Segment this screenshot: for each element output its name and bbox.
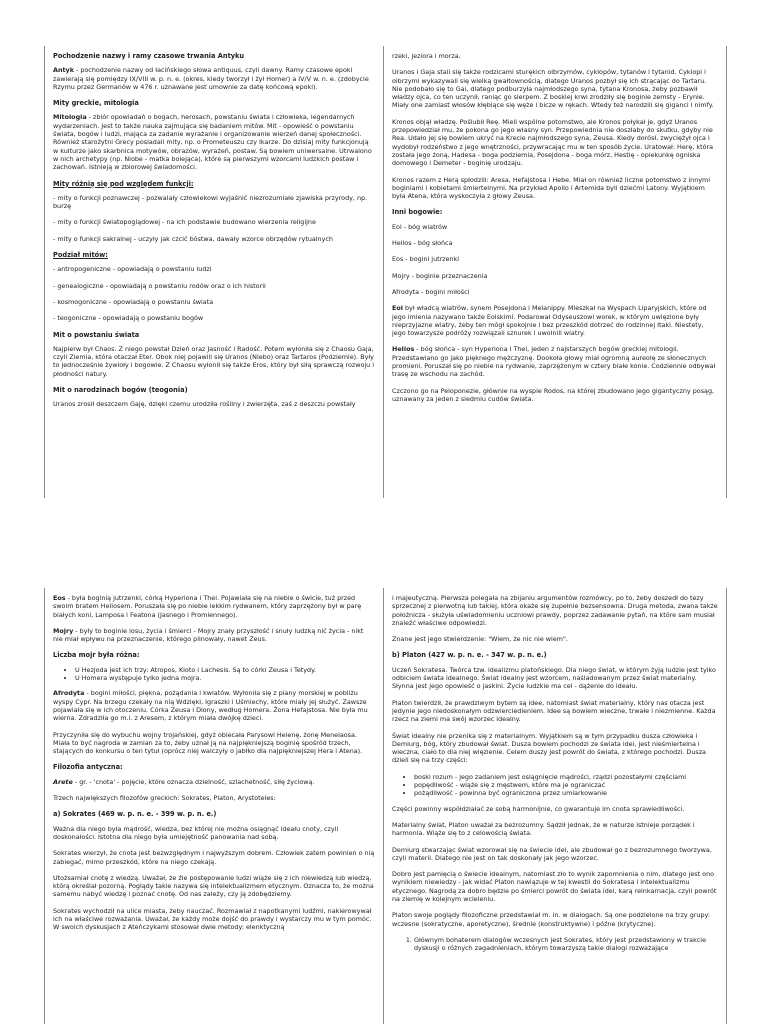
paragraph-text: - antropogeniczne - opowiadają o powstaniu ludzi [53,265,212,274]
term: Antyk [53,66,74,75]
section-heading [392,208,718,216]
paragraph-text: Dobro jest pamięcią o świecie idealnym, natomiast zło to wynik zapomnienia o nim, dlatego jest ono wynikiem niewiedzy - jak widać Platon nawiązuje w tej kwestii do Sokratesa i intelektualizmu etycznego. Nagrodą za dobro będzie po śmierci powrót do świata idei, karą reinkarnacja, czyli powrót na ziemię w kolejnym wcieleniu. [392,870,717,904]
page-1-right-column [383,46,726,498]
section-heading [53,251,375,259]
paragraph [53,282,375,290]
paragraph-text: Demiurg stwarzając świat wzorował się na świecie idei, ale zbudował go z bezrozumnego tworzywa, czyli materii. Dlatego nie jest on tak doskonały jak jego wzorzec. [392,845,712,862]
paragraph [392,635,718,643]
paragraph-text: - mity o funkcji światopoglądowej - na ich podstawie budowano wierzenia religijne [53,218,316,227]
paragraph-text: rzeki, jeziora i morza. [392,52,461,60]
paragraph [392,255,718,263]
paragraph [53,907,375,932]
paragraph-text: Kronos razem z Herą spłodzili: Aresa, Hefajstosa i Hebe. Miał on również liczne potomstwo z innymi boginiami i kobietami śmiertelnymi. Na przykład Apollo i Artemida byli dziećmi Latony. Wyjątkiem była Atena, która wyskoczyła z głowy Zeusa. [392,175,711,201]
list-item: • pożądliwość - powinna być ograniczona przez umiarkowanie [414,789,718,797]
paragraph [53,218,375,226]
paragraph [53,400,375,408]
term: Helios [392,345,415,354]
section-heading-text: Liczba mojr była różna: [53,651,140,660]
section-heading [53,651,375,659]
paragraph-text: Ważna dla niego była mądrość, wiedza, bez której nie można osiągnąć ideału cnoty, czyli doskonałości. Istotna dla niego była umiejętność panowania nad sobą. [53,824,339,841]
page-2-left-column [45,588,383,1024]
paragraph-text: - gr. - 'cnota' - pojęcie, które oznacza dzielność, szlachetność, siłę życiową. [72,777,315,786]
paragraph-text: Platon swoje poglądy filozoficzne przedstawiał m. in. w dialogach. Są one podzielone na trzy grupy: wczesne (sokratyczne, aporetyczne), średnie (konstruktywne) i późne (krytyczne). [392,911,710,928]
section-heading-text: Mity greckie, mitologia [53,99,139,108]
term: Mitologia [53,113,87,122]
list-item: • popędliwość - wiąże się z męstwem, które ma je ograniczać [414,781,718,789]
paragraph-text: - bogini miłości, piękna, pożądania i kwiatów. Wyłoniła się z piany morskiej w pobliżu wyspy Cypr. Na brzegu czekały na nią Wdzięki, Igraszki i Uśmiechy, które miały jej służyć. Zawsze pojawiała się w ich otoczeniu. Córka Zeusa i Diony, według Homera. Żona Hefajstosa. Nie była mu wierna. Zdradziła go m.i. z Aresem, z którym miała dwójkę dzieci. [53,689,368,723]
numbered-list [392,936,718,953]
paragraph [53,594,375,619]
paragraph-text: - była boginią jutrzenki, córką Hyperiona i Thei. Pojawiała się na niebie o świcie, tuż przed swoim bratem Heliosem. Poruszała się po niebie lekkim rydwanem, który zaprzężony był w parę białych koni, Lamposa i Featona (Jasnego i Promiennego). [53,594,362,619]
paragraph-text: - kosmogoniczne - opowiadają o powstaniu świata [53,297,214,306]
section-heading-text: Podział mitów: [53,251,108,260]
paragraph-text: - pochodzenie nazwy od łacińskiego słowa antiquus, czyli dawny. Ramy czasowe epoki zawierają się pomiędzy IX/VIII w. p. n. e. (okres, kiedy tworzył i żył Homer) a IV/V w. n. e. (zdobycie Rzymu przez Germanów w 476 r. uznawane jest umownie za datę końcową epoki). [53,66,369,91]
paragraph-text: Trzech największych filozofów greckich: Sokrates, Platon, Arystoteles: [53,794,276,803]
paragraph-text: - teogoniczne - opowiadają o powstaniu bogów [53,314,204,323]
paragraph [53,113,375,171]
paragraph [392,666,718,691]
paragraph-text: Przyczyniła się do wybuchu wojny trojańskiej, gdyż obiecała Parysowi Helenę, żonę Menelaosa. Miała to być nagroda w zamian za to, żeby uznał ją na najpiękniejszą boginię spośród trzech, stających do konkursu o ten tytuł (oprócz niej walczyły o jabłko dla najpiękniejszej Hera i Atena). [53,730,363,756]
paragraph [53,778,375,786]
paragraph [392,118,718,168]
paragraph [392,805,718,813]
paragraph [392,699,718,724]
section-heading [53,331,375,339]
paragraph-text: - genealogiczne - opowiadają o powstaniu rodów oraz o ich historii [53,281,266,290]
paragraph [392,870,718,903]
paragraph-text: Znane jest jego stwierdzenie: "Wiem, że nic nie wiem". [392,635,568,644]
term: Eos [53,594,66,602]
term: Mojry [53,626,74,635]
paragraph-text: - mity o funkcji sakralnej - uczyły jak czcić bóstwa, dawały wzorce obrzędów rytualnych [53,234,333,243]
paragraph-text: Części powinny współdziałać ze sobą harmonijnie, co gwarantuje im cnota sprawiedliwości. [392,804,685,813]
paragraph-text: Uranos i Gaja stali się także rodzicami sturękich olbrzymów, cyklopów, tytanów i tytanid. Cyklopi i olbrzymi wykazywali się wielką gwałtownością, dlatego Uranos pozbył się ich strącając do Tartaru. Nie podobało się to Gai, dlatego podburzyła najmłodszego syna, tytana Kronosa, żeby pozbawił władzy ojca, co ten uczynił, raniąc go sierpem. Z boskiej krwi zrodziły się boginie zemsty - Erynie. Miały one zamiast włosów kłębiące się węże i bicze w rękach. Wtedy też narodzili się giganci i nimfy. [392,68,714,110]
paragraph [53,298,375,306]
paragraph-text: Sokrates wychodził na ulice miasta, żeby nauczać. Rozmawiał z napotkanymi ludźmi, nakierowywał ich na właściwe rozważania. Uważał, że każdy może dojść do prawdy i wystarczy mu w tym pomóc. W swoich dyskusjach z Ateńczykami stosował dwie metody: elenktyczną [53,906,372,932]
paragraph [392,288,718,296]
page-1-left-column [45,46,383,498]
section-heading [392,651,718,659]
paragraph [53,194,375,211]
list-item: • U Homera występuje tylko jedna mojra. [75,674,375,682]
paragraph [53,66,375,91]
paragraph-text: Świat idealny nie przenika się z materialnym. Wyjątkiem są w tym przypadku dusza człowieka i Demiurg, bóg, który zbudował świat. Dusza bowiem pochodzi ze świata idei, jest nieśmiertelna i wieczna, ciało to dla niej więzienie. Celem duszy jest powrót do świata, z którego pochodzi. Dusza dzieli się na trzy części: [392,731,706,765]
section-heading [53,99,375,107]
paragraph [53,345,375,378]
paragraph-text: Platon twierdził, że prawdziwym bytem są idee, natomiast świat materialny, który nas otacza jest jedynie jego niedoskonałym odzwierciedleniem. Idee są bowiem wieczne, trwałe i niezmienne. Każda rzecz na ziemi ma swój wzorzec idealny. [392,698,716,724]
paragraph [392,732,718,765]
paragraph-text: i majeutyczną. Pierwsza polegała na zbijaniu argumentów rozmówcy, po to, żeby doszedł do tezy sprzecznej z pierwotną lub takiej, która okaże się zupełnie bezsensowna. Druga metoda, zwana także położnicza - służyła uświadomieniu uczniowi prawdy, poprzez zadawanie pytań, na które sam musiał znaleźć właściwe odpowiedzi. [392,594,718,627]
bullet-list [53,666,375,683]
section-heading-text: Inni bogowie: [392,208,443,217]
section-heading-text: b) Platon (427 w. p. n. e. - 347 w. p. n. e.) [392,651,547,660]
paragraph-text: - zbiór opowiadań o bogach, herosach, powstaniu świata i człowieka, legendarnych wydarzeniach. Jest to także nauka zajmująca się badaniem mitów. Mit - opowieść o powstaniu świata, bogów i ludzi, mająca za zadanie wyrażanie i organizowanie wierzeń danej społeczności. Również starożytni Grecy posiadali mity, np. o Prometeuszu czy Ikarze. Do dzisiaj mity funkcjonują w kulturze jako skarbnica motywów, obrazów, wyrażeń, postaw. Są bowiem uniwersalne. Utrwalono w nich archetypy (np. Niobe - matka bolejąca), które są pierwszymi wzorcami ludzkich postaw i zachowań. Istnieją w zbiorowej świadomości. [53,113,372,172]
paragraph [53,794,375,802]
list-item: • U Hezjoda jest ich trzy: Atropos, Kloto i Lachesis. Są to córki Zeusa i Tetydy. [75,666,375,674]
document-page-2 [44,588,727,1024]
paragraph [392,846,718,863]
paragraph [53,825,375,842]
paragraph [53,874,375,899]
term: Afrodyta [53,689,85,698]
section-heading-text: Mit o powstaniu świata [53,330,140,339]
paragraph-text: Uranos zrosił deszczem Gaję, dzięki czemu urodziła rośliny i zwierzęta, zaś z deszczu powstały [53,400,356,409]
section-heading [53,52,375,60]
paragraph [392,594,718,627]
paragraph-text: Helios - bóg słońca [392,239,453,248]
paragraph-text: - bóg słońca - syn Hyperiona i Thei, jeden z najstarszych bogów greckiej mitologii. Przedstawiano go jako pięknego mężczyznę. Dookoła głowy miał ogromną aureolę ze słonecznych promieni. Poruszał się po niebie na rydwanie, zaprzężonym w cztery białe konie. Codziennie odbywał trasę ze wschodu na zachód. [392,345,716,379]
paragraph [53,235,375,243]
paragraph [392,911,718,928]
section-heading-text: Filozofia antyczna: [53,763,123,772]
paragraph [53,849,375,866]
paragraph [53,265,375,273]
paragraph-text: Sokrates wierzył, że cnota jest bezwzględnym i najwyższym dobrem. Człowiek zatem powinien o nią zabiegać, mimo przeszkód, które na niego czekają. [53,849,375,866]
paragraph-text: był władcą wiatrów, synem Posejdona i Melanippy. Mieszkał na Wyspach Liparyjskich, które od jego imienia nazywano także Eolskimi. Podarował Odyseuszowi worek, w którym uwięzione były nieprzyjazne wiatry, żeby ten mógł spokojnie i bez przeszkód dotrzeć do rodzinnej Itaki. Niestety, jego towarzysze podróży rozwiązali sznurek i uwolnili wiatry. [392,304,707,338]
section-heading [53,810,375,818]
bullet-list [392,773,718,798]
paragraph-text: Afrodyta - bogini miłości [392,287,470,296]
paragraph [392,272,718,280]
paragraph-text: Mojry - boginie przeznaczenia [392,271,488,280]
paragraph [53,689,375,722]
list-item: • boski rozum - jego zadaniem jest osiągnięcie mądrości, rządzi pozostałymi częściami [414,773,718,781]
term: Arete [53,777,73,786]
paragraph [392,176,718,201]
paragraph-text: Eol - bóg wiatrów [392,222,448,231]
paragraph [392,68,718,109]
paragraph [53,627,375,644]
paragraph-text: Utożsamiał cnotę z wiedzą. Uważał, że źle postępowanie ludzi wiąże się z ich niewiedzą lub wiedzą, którą określał pozorną. Poglądy takie nazywa się intelektualizmem etycznym. Oznacza to, że można samemu nabyć wiedzę i poznać cnotę. Od nas zależy, czy ją zdobędziemy. [53,873,374,899]
paragraph-text: Najpierw był Chaos. Z niego powstał Dzień oraz Jasność i Radość. Potem wyłoniła się z Chaosu Gaja, czyli Ziemia, która otaczał Eter. Obok niej pojawili się Uranos (Niebo) oraz Tartaros (Podziemie). Były to jednocześnie żywioły i bogowie. Z Chaosu wyłonił się także Eros, który był siłą sprawczą rozwoju i płodności natury. [53,344,375,378]
paragraph-text: Materialny świat, Platon uważał za bezrozumny. Sądził jednak, że w naturze istnieje porządek i harmonia. Wiąże się to z celowością świata. [392,820,695,838]
paragraph-text: Kronos objął władzę. Poślubił Reę. Mieli wspólne potomstwo, ale Kronos połykał je, gdyż Uranos przepowiedział mu, że pokona go jego własny syn. Przepowiednia nie doszłaby do skutku, gdyby nie Rea. Udało jej się bowiem ukryć na Krecie najmłodszego syna, Zeusa. Kiedy dorósł, zwyciężył ojca i wydobył rodzeństwo z jego wnętrzności, przywracając mu w ten sposób życie. Uratował: Herę, która została jego żoną, Hadesa - boga podziemia, Posejdona - boga mórz, Hestię - opiekunkę ogniska domowego i Demeter - boginię urodzaju. [392,117,714,168]
paragraph [392,52,718,60]
page-2-right-column [383,588,726,1024]
section-heading [53,763,375,771]
paragraph-text: - mity o funkcji poznawczej - pozwalały człowiekowi wyjaśnić niezrozumiałe zjawiska przyrody, np. burzę [53,193,368,211]
paragraph [392,304,718,337]
section-heading [53,180,375,188]
paragraph-text: Czczono go na Peloponezie, głównie na wyspie Rodos, na której zbudowano jego gigantyczny posąg, uznawany za jeden z siedmiu cudów świata. [392,386,715,403]
list-item: 1. Głównym bohaterem dialogów wczesnych jest Sokrates, który jest przedstawiony w trakcie dyskusji o różnych zagadnieniach, którym towarzyszą takie dialogi rozważające [414,936,718,953]
paragraph [392,345,718,378]
paragraph [392,223,718,231]
paragraph [392,239,718,247]
section-heading-text: a) Sokrates (469 w. p. n. e. - 399 w. p. n. e.) [53,810,217,819]
section-heading-text: Pochodzenie nazwy i ramy czasowe trwania Antyku [53,52,245,60]
section-heading [53,386,375,394]
paragraph [392,821,718,838]
term: Eol [392,304,403,313]
document-page-1 [44,46,727,498]
paragraph-text: - były to boginie losu, życia i śmierci - Mojry znały przyszłość i snuły ludzką nić życia - nikt nie miał wpływu na przeznaczenie, którego pilnowały, nawet Zeus. [53,626,364,644]
paragraph [53,731,375,756]
paragraph [392,387,718,404]
paragraph-text: Eos - bogini jutrzenki [392,255,460,264]
paragraph [53,314,375,322]
section-heading-text: Mity różnią się pod względem funkcji: [53,179,194,188]
paragraph-text: Uczeń Sokratesa. Twórca tzw. idealizmu platońskiego. Dla niego świat, w którym żyją ludzie jest tylko odbiciem świata idealnego. Świat idealny jest wzorcem, naśladowanym przez świat materialny. Słynna jest jego opowieść o jaskini. Życie ludzkie ma cel - dążenie do ideału. [392,665,716,691]
section-heading-text: Mit o narodzinach bogów (teogonia) [53,386,188,395]
